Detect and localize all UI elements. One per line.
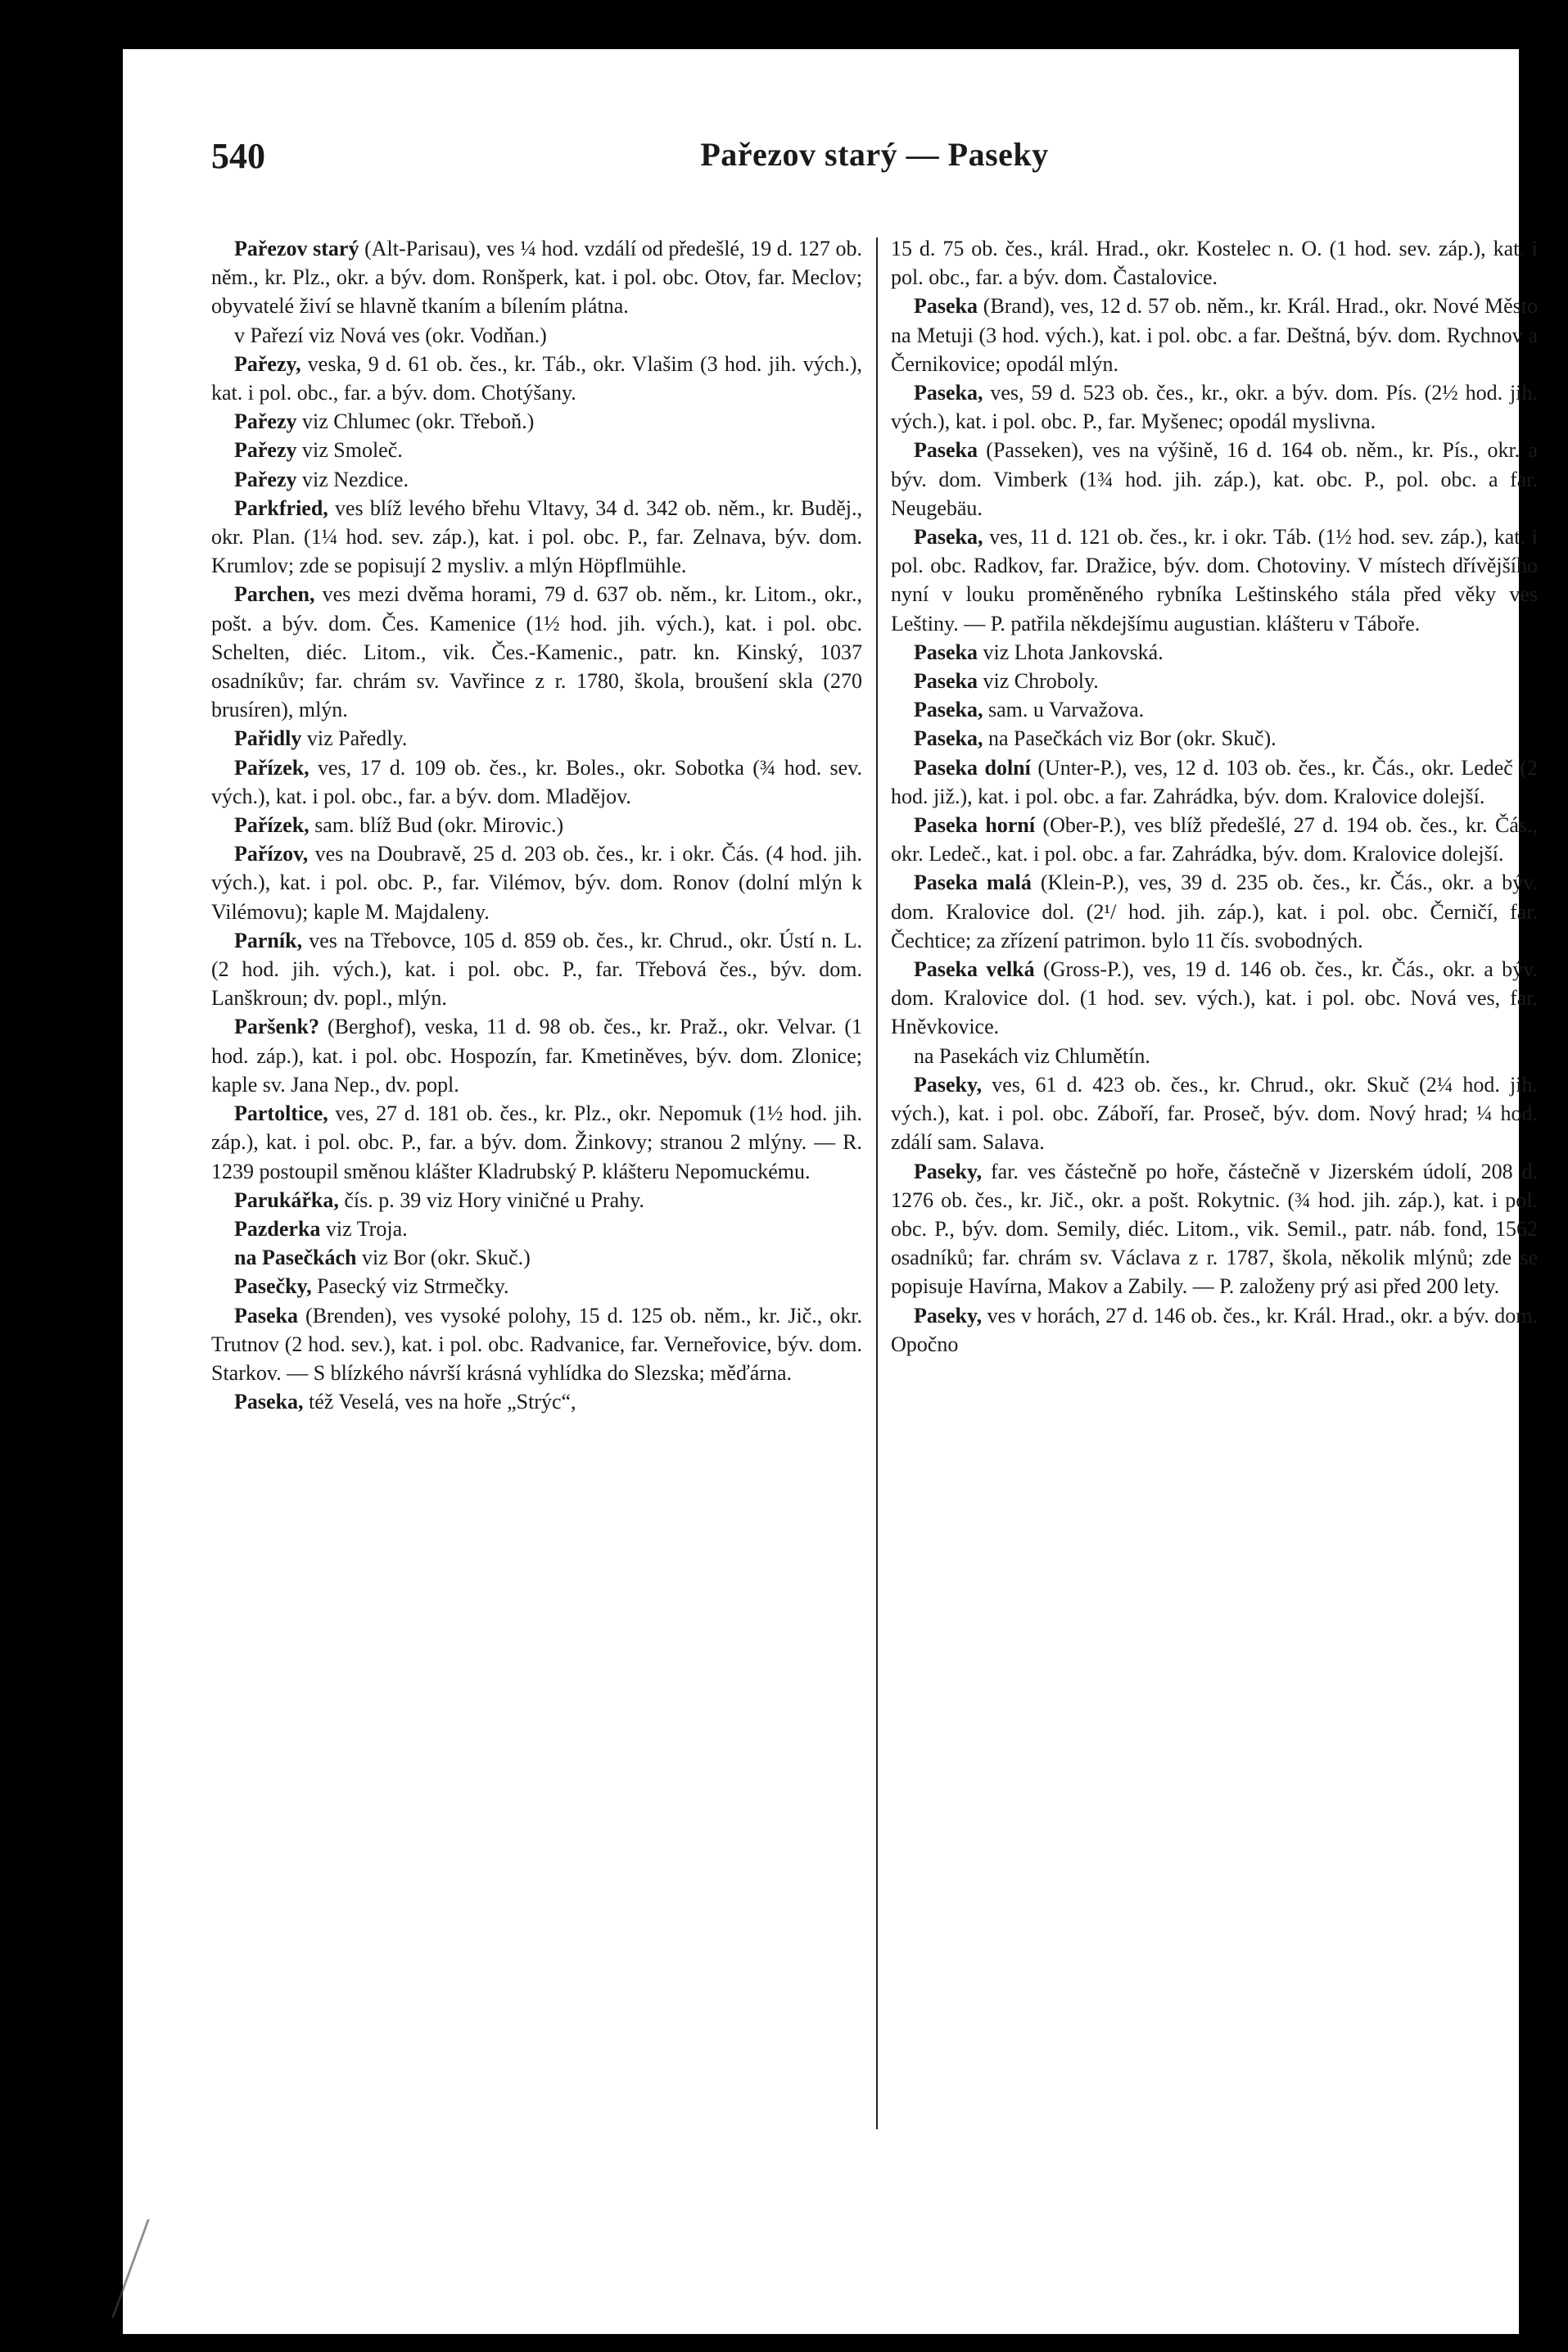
entry-text: viz Bor (okr. Skuč.) xyxy=(356,1246,531,1270)
dictionary-entry xyxy=(211,839,862,926)
entry-headword: Paseka xyxy=(914,438,978,463)
dictionary-entry xyxy=(211,407,862,436)
entry-headword: Pasečky, xyxy=(234,1274,312,1299)
page-header xyxy=(211,135,1538,184)
entry-headword: Parukářka, xyxy=(234,1187,339,1212)
entry-text: (Ober-P.), ves blíž předešlé, 27 d. 194 ob. čes., kr. Čás., okr. Ledeč., kat. i pol. obc. a far. Zahrádka, býv. dom. Kralovice dolejší. xyxy=(891,813,1538,866)
entry-headword: Pazderka xyxy=(234,1216,321,1241)
entry-text: ves na Doubravě, 25 d. 203 ob. čes., kr. i okr. Čás. (4 hod. jih. vých.), kat. i pol. obc. P., far. Vilémov, býv. dom. Ronov (dolní mlýn k Vilémovu); kaple M. Majdaleny. xyxy=(211,842,862,924)
dictionary-entry xyxy=(891,868,1538,955)
entry-headword: Pařízek, xyxy=(234,813,310,838)
dictionary-entry xyxy=(891,1042,1538,1070)
entry-headword: Paseka, xyxy=(914,381,983,405)
entry-headword: Paseky, xyxy=(914,1072,983,1097)
entry-headword: Paseka horní xyxy=(914,813,1036,838)
entry-text: (Brand), ves, 12 d. 57 ob. něm., kr. Král. Hrad., okr. Nové Město na Metuji (3 hod. vých.), kat. i pol. obc. a far. Deštná, býv. dom. Rychnov a Černikovice; opodál mlýn. xyxy=(891,294,1538,376)
entry-text: ves, 27 d. 181 ob. čes., kr. Plz., okr. Nepomuk (1½ hod. jih. záp.), kat. i pol. obc. P., far. a býv. dom. Žinkovy; stranou 2 mlýny. — R. 1239 postoupil směnou klášter Kladrubský P. klášteru Nepomuckému. xyxy=(211,1101,862,1183)
entry-headword: Pařezy, xyxy=(234,351,301,376)
entry-text: čís. p. 39 viz Hory viničné u Prahy. xyxy=(338,1187,644,1212)
entry-text: ves, 17 d. 109 ob. čes., kr. Boles., okr. Sobotka (¾ hod. sev. vých.), kat. i pol. obc., far. a býv. dom. Mladějov. xyxy=(211,755,862,808)
entry-headword: Paseka xyxy=(914,294,978,319)
dictionary-entry xyxy=(211,321,862,350)
entry-headword: Parník, xyxy=(234,928,303,952)
entry-headword: Paršenk? xyxy=(234,1015,319,1039)
scanned-page xyxy=(123,49,1538,2334)
entry-text: též Veselá, ves na hoře „Strýc“, xyxy=(303,1390,576,1414)
dictionary-entry xyxy=(211,234,862,321)
entry-text: ves, 61 d. 423 ob. čes., kr. Chrud., okr. Skuč (2¼ hod. jih. vých.), kat. i pol. obc. Záboří, far. Proseč, býv. dom. Nový hrad; ¼ hod. zdálí sam. Salava. xyxy=(891,1072,1538,1155)
entry-text: (Gross-P.), ves, 19 d. 146 ob. čes., kr. Čás., okr. a býv. dom. Kralovice dol. (1 hod. sev. vých.), kat. i pol. obc. Nová ves, far. Hněvkovice. xyxy=(891,957,1538,1039)
dictionary-entry xyxy=(891,638,1538,667)
entry-headword: Pařezy xyxy=(234,409,297,434)
entry-text: (Alt-Parisau), ves ¼ hod. vzdálí od předešlé, 19 d. 127 ob. něm., kr. Plz., okr. a býv. dom. Ronšperk, kat. i pol. obc. Otov, far. Meclov; obyvatelé živí se hlavně tkaním a bílením plátna. xyxy=(211,237,863,319)
entry-headword: Pařízov, xyxy=(234,842,309,866)
dictionary-entry xyxy=(211,1272,862,1300)
entry-headword: Paseky, xyxy=(914,1159,983,1183)
dictionary-entry xyxy=(891,378,1538,436)
running-head: Pařezov starý — Paseky xyxy=(700,136,1049,173)
dictionary-entry xyxy=(211,494,862,581)
dictionary-entry xyxy=(211,1099,862,1186)
entry-headword: Paseka, xyxy=(914,698,983,722)
dictionary-entry xyxy=(891,695,1538,724)
entry-headword: Partoltice, xyxy=(234,1101,328,1126)
entry-text: ves na Třebovce, 105 d. 859 ob. čes., kr. Chrud., okr. Ústí n. L. (2 hod. jih. vých.), kat. i pol. obc. P., far. Třebová čes., býv. dom. Lanškroun; dv. popl., mlýn. xyxy=(211,928,862,1011)
entry-headword: Paseky, xyxy=(914,1303,983,1328)
entry-text: ves blíž levého břehu Vltavy, 34 d. 342 ob. něm., kr. Buděj., okr. Plan. (1¼ hod. sev. záp.), kat. i pol. obc. P., far. Zelnava, býv. dom. Krumlov; zde se popisují 2 mysliv. a mlýn Höpflmühle. xyxy=(211,495,862,578)
left-column xyxy=(211,234,862,1416)
entry-text: na Pasekách viz Chlumětín. xyxy=(914,1043,1150,1068)
dictionary-entry xyxy=(891,1070,1538,1157)
dictionary-entry xyxy=(891,436,1538,522)
dictionary-entry xyxy=(891,1301,1538,1359)
entry-headword: Pařidly xyxy=(234,726,302,751)
entry-text: (Passeken), ves na výšině, 16 d. 164 ob. něm., kr. Pís., okr. a býv. dom. Vimberk (1¾ hod. jih. záp.), kat. obc. P., pol. obc. a far. Neugebäu. xyxy=(891,438,1538,520)
entry-text: viz Chlumec (okr. Třeboň.) xyxy=(296,409,535,434)
scan-edge-mark xyxy=(111,2219,207,2318)
page-number: 540 xyxy=(211,136,265,176)
dictionary-entry xyxy=(211,350,862,407)
entry-text: far. ves částečně po hoře, částečně v Jizerském údolí, 208 d. 1276 ob. čes., kr. Jič., okr. a pošt. Rokytnic. (¾ hod. jih. záp.), kat. i pol. obc. P., býv. dom. Semily, diéc. Litom., vik. Semil., patr. náb. fond, 1562 osadníků; far. chrám sv. Václava z r. 1787, škola, několik mlýnů; zde se popisuje Havírna, Makov a Zabily. — P. založeny prý asi před 200 lety. xyxy=(891,1159,1538,1299)
entry-headword: na Pasečkách xyxy=(234,1246,357,1270)
entry-text: sam. u Varvažova. xyxy=(983,698,1145,722)
dictionary-entry xyxy=(211,753,862,811)
entry-headword: Paseka xyxy=(234,1303,298,1328)
entry-text: viz Paředly. xyxy=(301,726,408,751)
entry-headword: Pařezov starý xyxy=(234,237,359,260)
entry-headword: Pařezy xyxy=(234,438,297,463)
entry-text: Pasecký viz Strmečky. xyxy=(311,1274,509,1299)
entry-headword: Parkfried, xyxy=(234,495,328,520)
entry-headword: Paseka, xyxy=(914,726,983,751)
entry-headword: Paseka malá xyxy=(914,871,1032,895)
entry-headword: Parchen, xyxy=(234,582,315,607)
dictionary-entry xyxy=(891,522,1538,638)
dictionary-entry xyxy=(891,724,1538,753)
entry-text: sam. blíž Bud (okr. Mirovic.) xyxy=(309,813,564,838)
dictionary-entry xyxy=(211,465,862,494)
dictionary-entry xyxy=(891,1157,1538,1301)
dictionary-entry xyxy=(211,1387,862,1416)
dictionary-entry xyxy=(211,1012,862,1099)
entry-text: (Unter-P.), ves, 12 d. 103 ob. čes., kr. Čás., okr. Ledeč (2 hod. již.), kat. i pol. obc. a far. Zahrádka, býv. dom. Kralovice dolejší. xyxy=(891,755,1538,808)
entry-text: veska, 9 d. 61 ob. čes., kr. Táb., okr. Vlašim (3 hod. jih. vých.), kat. i pol. obc., far. a býv. dom. Chotýšany. xyxy=(211,351,862,405)
entry-headword: Paseka dolní xyxy=(914,755,1031,780)
entry-text: (Brenden), ves vysoké polohy, 15 d. 125 ob. něm., kr. Jič., okr. Trutnov (2 hod. sev.), kat. i pol. obc. Radvanice, far. Verneřovice, býv. dom. Starkov. — S blízkého návrší krásná vyhlídka do Slezska; měďárna. xyxy=(211,1303,862,1385)
dictionary-entry xyxy=(891,811,1538,868)
entry-text: na Pasečkách viz Bor (okr. Skuč). xyxy=(983,726,1277,751)
entry-text: ves, 59 d. 523 ob. čes., kr., okr. a býv. dom. Pís. (2½ hod. jih. vých.), kat. i pol. obc. P., far. Myšenec; opodál myslivna. xyxy=(891,381,1538,434)
entry-text: v Pařezí viz Nová ves (okr. Vodňan.) xyxy=(234,323,547,347)
dictionary-entry xyxy=(211,724,862,753)
dictionary-entry xyxy=(211,1301,862,1388)
entry-text: ves, 11 d. 121 ob. čes., kr. i okr. Táb. (1½ hod. sev. záp.), kat. i pol. obc. Radkov, far. Dražice, býv. dom. Chotoviny. V místech dřívějšího nyní v louku proměněného rybníka Leštinského stála před věky ves Leštiny. — P. patřila někdejšímu augustian. klášteru v Táboře. xyxy=(891,525,1538,635)
dictionary-entry xyxy=(891,753,1538,811)
entry-headword: Paseka, xyxy=(914,525,983,550)
column-divider xyxy=(876,237,878,2129)
dictionary-entry xyxy=(891,667,1538,695)
dictionary-entry xyxy=(891,292,1538,378)
entry-text: viz Lhota Jankovská. xyxy=(978,640,1164,664)
dictionary-entry xyxy=(211,1243,862,1272)
dictionary-entry xyxy=(211,926,862,1013)
entry-text: viz Chroboly. xyxy=(978,669,1099,694)
text-columns xyxy=(211,234,1542,2142)
dictionary-entry xyxy=(891,955,1538,1042)
entry-text: viz Troja. xyxy=(320,1216,408,1241)
dictionary-entry xyxy=(211,1214,862,1243)
entry-text: ves v horách, 27 d. 146 ob. čes., kr. Král. Hrad., okr. a býv. dom. Opočno xyxy=(891,1303,1538,1356)
entry-headword: Paseka velká xyxy=(914,957,1035,982)
dictionary-entry xyxy=(891,234,1538,292)
entry-headword: Paseka xyxy=(914,640,978,664)
entry-text: viz Nezdice. xyxy=(296,467,409,491)
dictionary-entry xyxy=(211,811,862,839)
dictionary-entry xyxy=(211,436,862,464)
entry-headword: Pařezy xyxy=(234,467,297,491)
entry-headword: Pařízek, xyxy=(234,755,310,780)
entry-text: viz Smoleč. xyxy=(296,438,403,463)
entry-text: ves mezi dvěma horami, 79 d. 637 ob. něm., kr. Litom., okr., pošt. a býv. dom. Čes. Kamenice (1½ hod. jih. vých.), kat. i pol. obc. Schelten, diéc. Litom., vik. Čes.-Kamenic., patr. kn. Kinský, 1037 osadníkův; far. chrám sv. Vavřince z r. 1780, škola, broušení skla (270 brusíren), mlýn. xyxy=(211,582,862,722)
dictionary-entry xyxy=(211,580,862,724)
entry-headword: Paseka xyxy=(914,669,978,694)
entry-headword: Paseka, xyxy=(234,1390,304,1414)
entry-text: 15 d. 75 ob. čes., král. Hrad., okr. Kostelec n. O. (1 hod. sev. záp.), kat. i pol. obc., far. a býv. dom. Častalovice. xyxy=(891,237,1538,290)
entry-text: (Klein-P.), ves, 39 d. 235 ob. čes., kr. Čás., okr. a býv. dom. Kralovice dol. (2¹/ hod. jih. záp.), kat. i pol. obc. Černičí, far. Čechtice; za zřízení patrimon. bylo 11 čís. svobodných. xyxy=(891,871,1538,952)
entry-text: (Berghof), veska, 11 d. 98 ob. čes., kr. Praž., okr. Velvar. (1 hod. záp.), kat. i pol. obc. Hospozín, far. Kmetiněves, býv. dom. Zlonice; kaple sv. Jana Nep., dv. popl. xyxy=(211,1015,862,1097)
right-column xyxy=(891,234,1538,1359)
dictionary-entry xyxy=(211,1186,862,1214)
